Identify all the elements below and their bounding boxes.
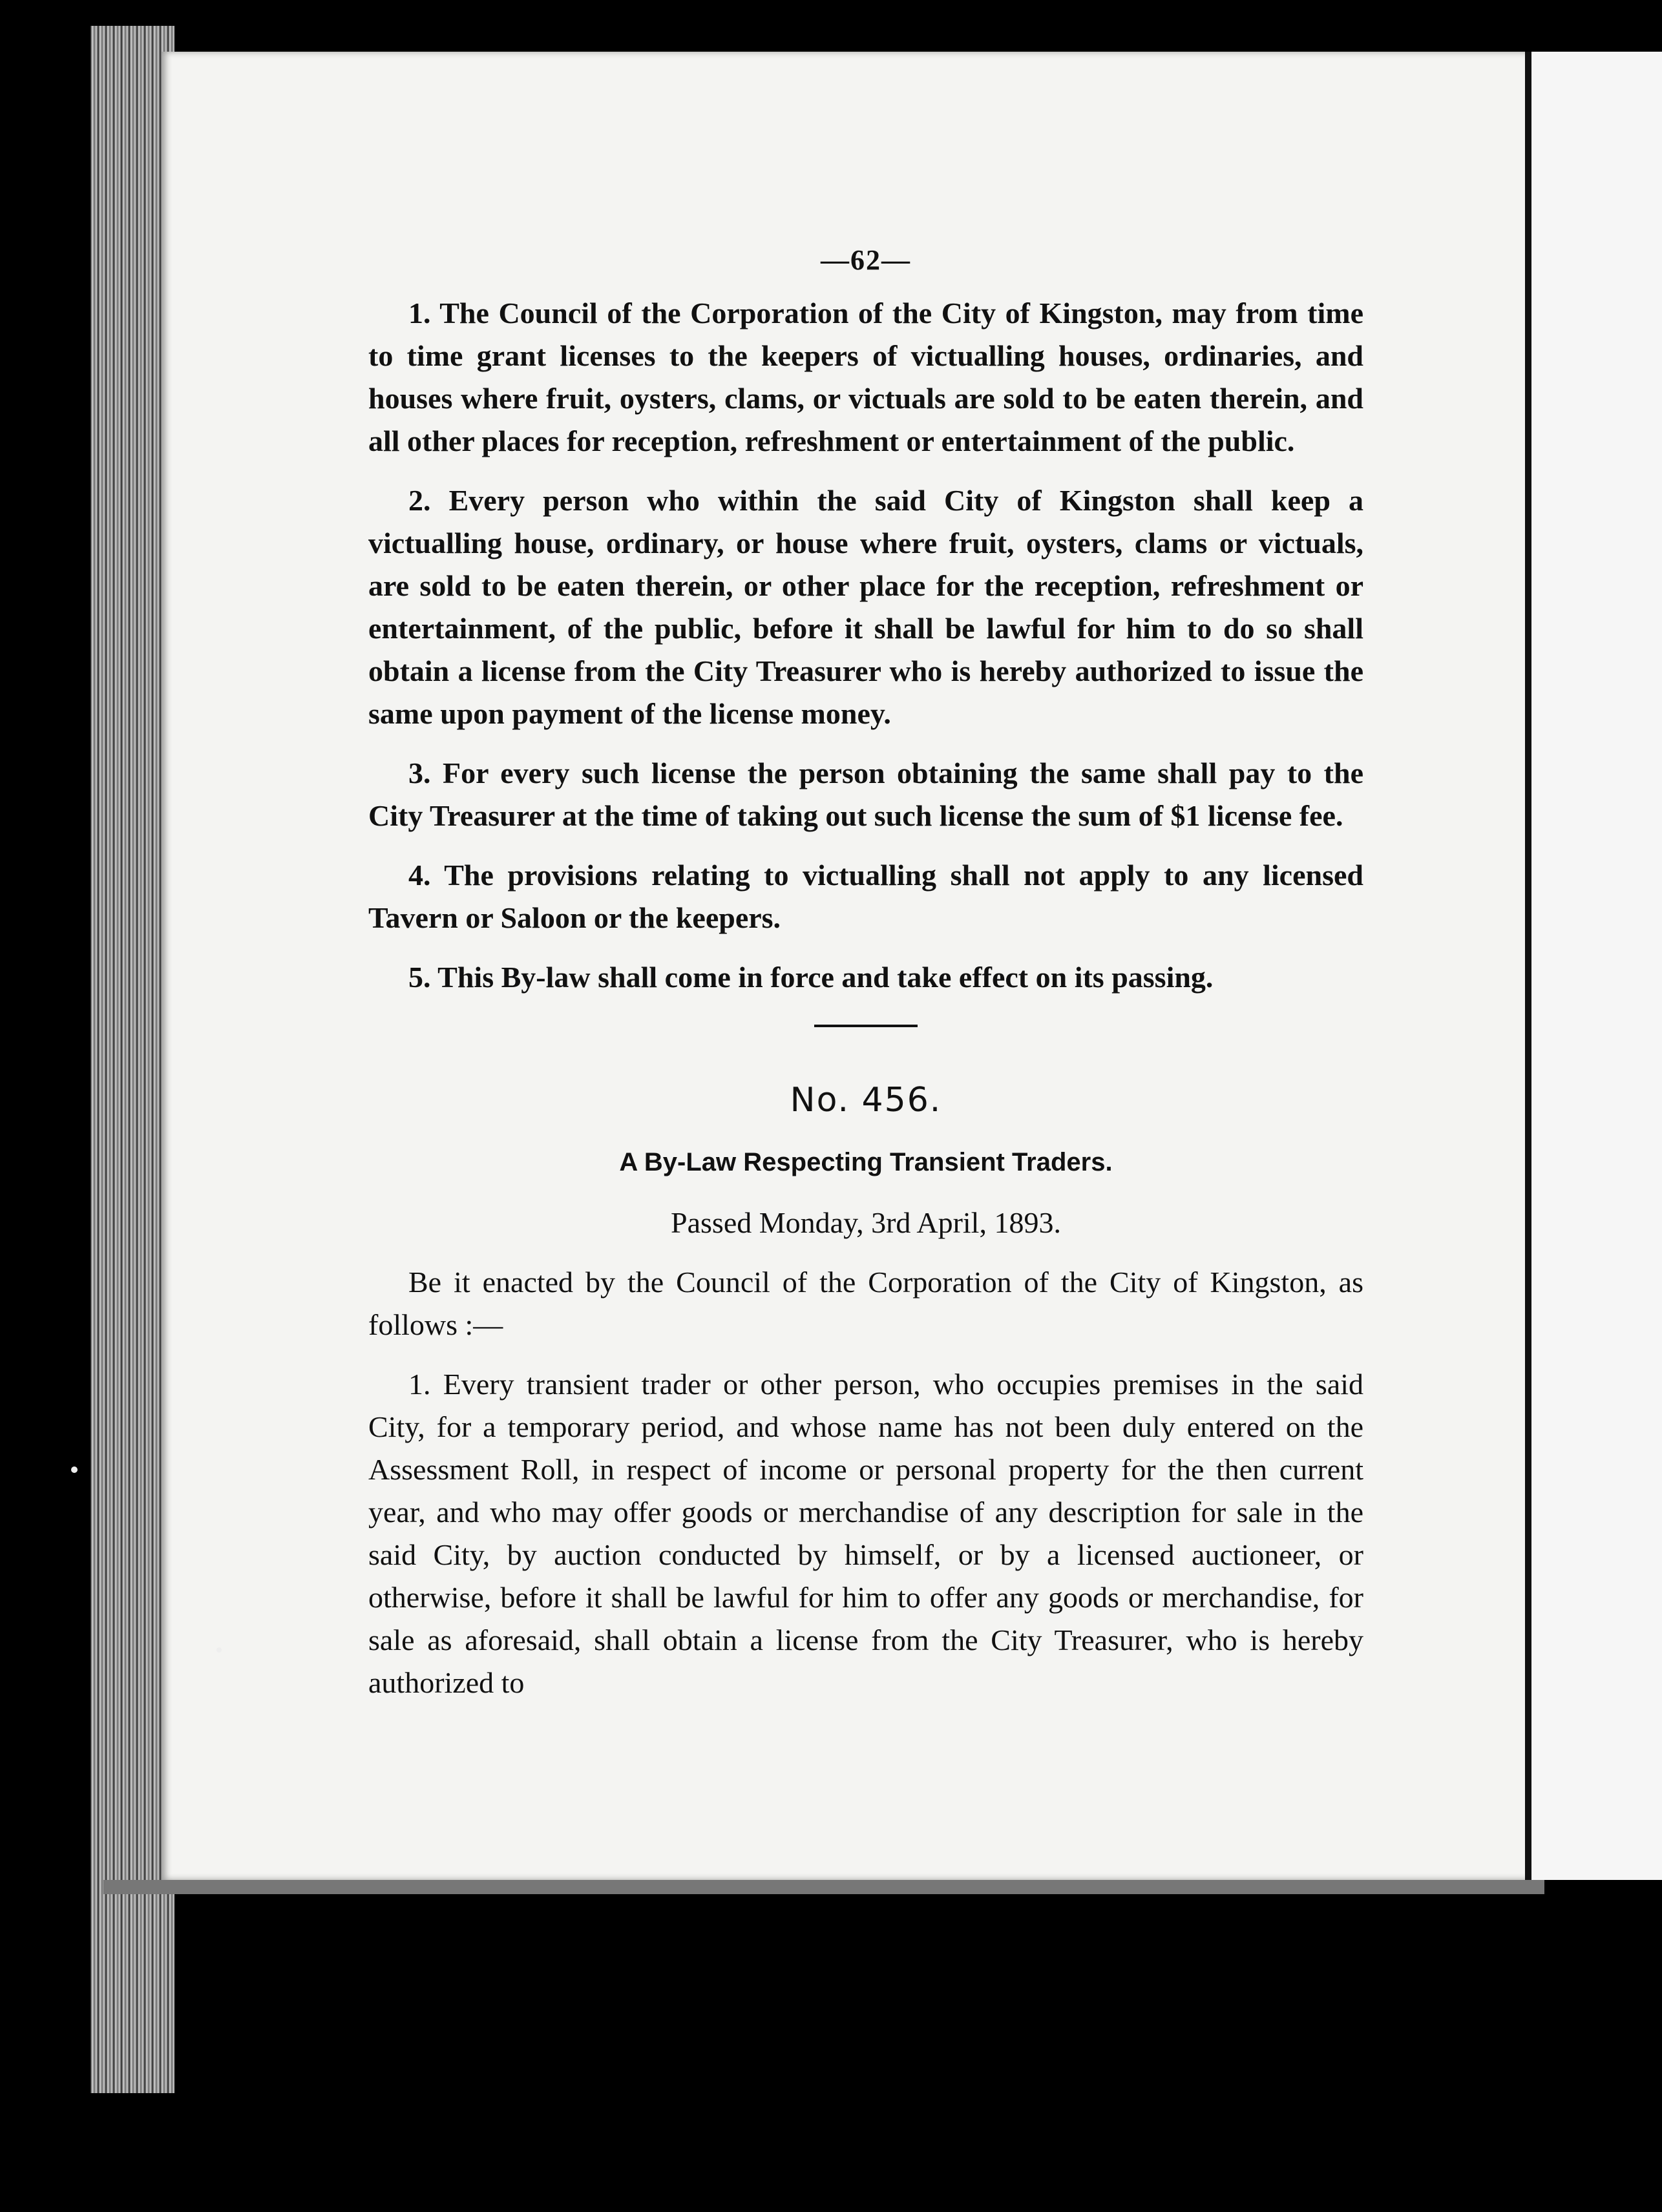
scan-speck (71, 1466, 78, 1473)
book-bottom-edge (103, 1880, 1544, 1894)
book-gutter (1525, 52, 1531, 1880)
section-5: 5. This By-law shall come in force and take effect on its passing. (408, 961, 1214, 994)
page-number: —62— (821, 244, 911, 276)
facing-page-margin (1531, 52, 1662, 1880)
section-3: 3. For every such license the person obtaining the same shall pay to the City Treasurer at the time of taking out such license the sum of $1 license fee. (368, 756, 1363, 832)
section-divider (814, 1025, 918, 1027)
bylaw-number: No. 456. (790, 1081, 942, 1120)
bylaw-title: A By-Law Respecting Transient Traders. (619, 1148, 1113, 1176)
enactment-clause: Be it enacted by the Council of the Corporation of the City of Kingston, as follows :— (368, 1266, 1363, 1341)
section-1: 1. The Council of the Corporation of the City of Kingston, may from time to time grant licenses to the keepers of victualling houses, ordinaries, and houses where fruit, oysters, clams, or victuals are sold to be eaten therein, and all other places for reception, refreshment or entertainment of the public. (368, 297, 1363, 457)
section-2: 2. Every person who within the said City of Kingston shall keep a victualling house, ordinary, or house where fruit, oysters, clams or victuals, are sold to be eaten therein, or other place for the reception, refreshment or entertainment, of the public, before it shall be lawful for him to do so shall obtain a license from the City Treasurer who is hereby authorized to issue the same upon payment of the license money. (368, 484, 1363, 730)
bylaw-passed-date: Passed Monday, 3rd April, 1893. (671, 1206, 1061, 1239)
page-text (368, 239, 1363, 1721)
scan-speck (216, 1647, 222, 1653)
section-4: 4. The provisions relating to victualling shall not apply to any licensed Tavern or Saloon or the keepers. (368, 859, 1363, 934)
bylaw-section-1: 1. Every transient trader or other person, who occupies premises in the said City, for a temporary period, and whose name has not been duly entered on the Assessment Roll, in respect of income or personal property for the then current year, and who may offer goods or merchandise of any description for sale in the said City, by auction conducted by himself, or by a licensed auctioneer, or otherwise, before it shall be lawful for him to offer any goods or merchandise, for sale as aforesaid, shall obtain a license from the City Treasurer, who is hereby authorized to (368, 1368, 1363, 1699)
